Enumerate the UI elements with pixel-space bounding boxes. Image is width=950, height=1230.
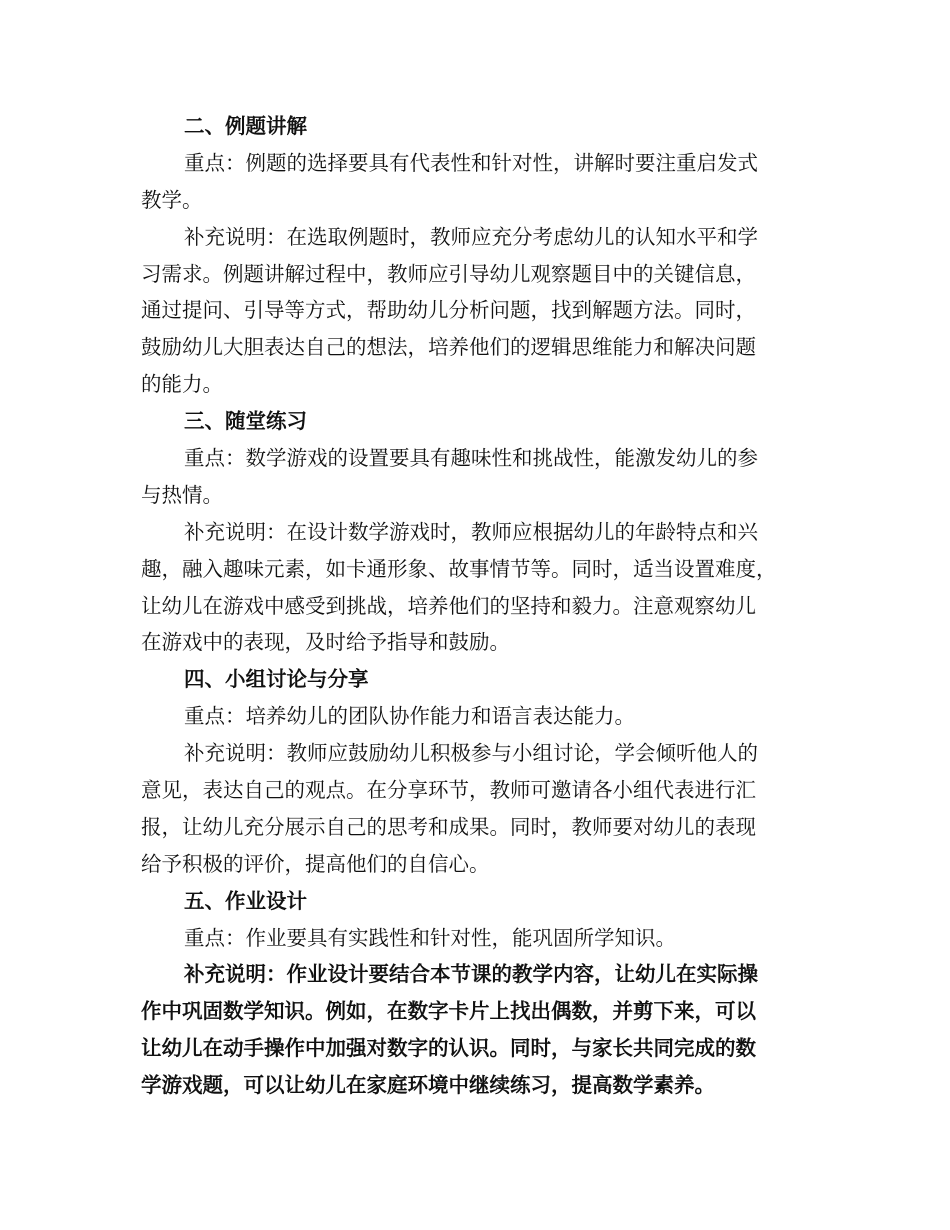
key-point-line: 重点：例题的选择要具有代表性和针对性，讲解时要注重启发式 [184,150,758,175]
section-heading: 五、作业设计 [184,888,307,913]
supplement-line: 让幼儿在游戏中感受到挑战，培养他们的坚持和毅力。注意观察幼儿 [141,593,756,618]
section-heading: 二、例题讲解 [184,114,307,138]
supplement-line: 通过提问、引导等方式，帮助幼儿分析问题，找到解题方法。同时， [141,298,756,323]
section-heading: 三、随堂练习 [184,409,307,434]
supplement-line: 报，让幼儿充分展示自己的思考和成果。同时，教师要对幼儿的表现 [141,814,756,839]
supplement-line: 习需求。例题讲解过程中，教师应引导幼儿观察题目中的关键信息， [141,261,756,286]
supplement-line: 在游戏中的表现，及时给予指导和鼓励。 [141,630,510,655]
key-point-line: 与热情。 [141,482,223,507]
supplement-line: 作中巩固数学知识。例如，在数字卡片上找出偶数，并剪下来，可以 [141,999,756,1024]
supplement-line: 补充说明：在选取例题时，教师应充分考虑幼儿的认知水平和学 [184,224,758,249]
supplement-line: 意见，表达自己的观点。在分享环节，教师可邀请各小组代表进行汇 [141,778,756,803]
supplement-line: 给予积极的评价，提高他们的自信心。 [141,851,490,876]
supplement-line: 的能力。 [141,372,223,397]
key-point-line: 重点：培养幼儿的团队协作能力和语言表达能力。 [184,704,635,729]
key-point-line: 教学。 [141,187,203,212]
supplement-line: 补充说明：教师应鼓励幼儿积极参与小组讨论，学会倾听他人的 [184,741,758,766]
supplement-line: 鼓励幼儿大胆表达自己的想法，培养他们的逻辑思维能力和解决问题 [141,335,756,360]
supplement-line: 学游戏题，可以让幼儿在家庭环境中继续练习，提高数学素养。 [141,1073,715,1098]
supplement-line: 补充说明：在设计数学游戏时，教师应根据幼儿的年龄特点和兴 [184,519,758,544]
key-point-line: 重点：数学游戏的设置要具有趣味性和挑战性，能激发幼儿的参 [184,446,758,471]
document-page [141,108,809,1104]
section-heading: 四、小组讨论与分享 [184,667,369,692]
supplement-line: 让幼儿在动手操作中加强对数字的认识。同时，与家长共同完成的数 [141,1036,756,1061]
key-point-line: 重点：作业要具有实践性和针对性，能巩固所学知识。 [184,925,676,950]
supplement-line: 补充说明：作业设计要结合本节课的教学内容，让幼儿在实际操 [184,962,758,987]
supplement-line: 趣，融入趣味元素，如卡通形象、故事情节等。同时，适当设置难度， [141,556,777,581]
